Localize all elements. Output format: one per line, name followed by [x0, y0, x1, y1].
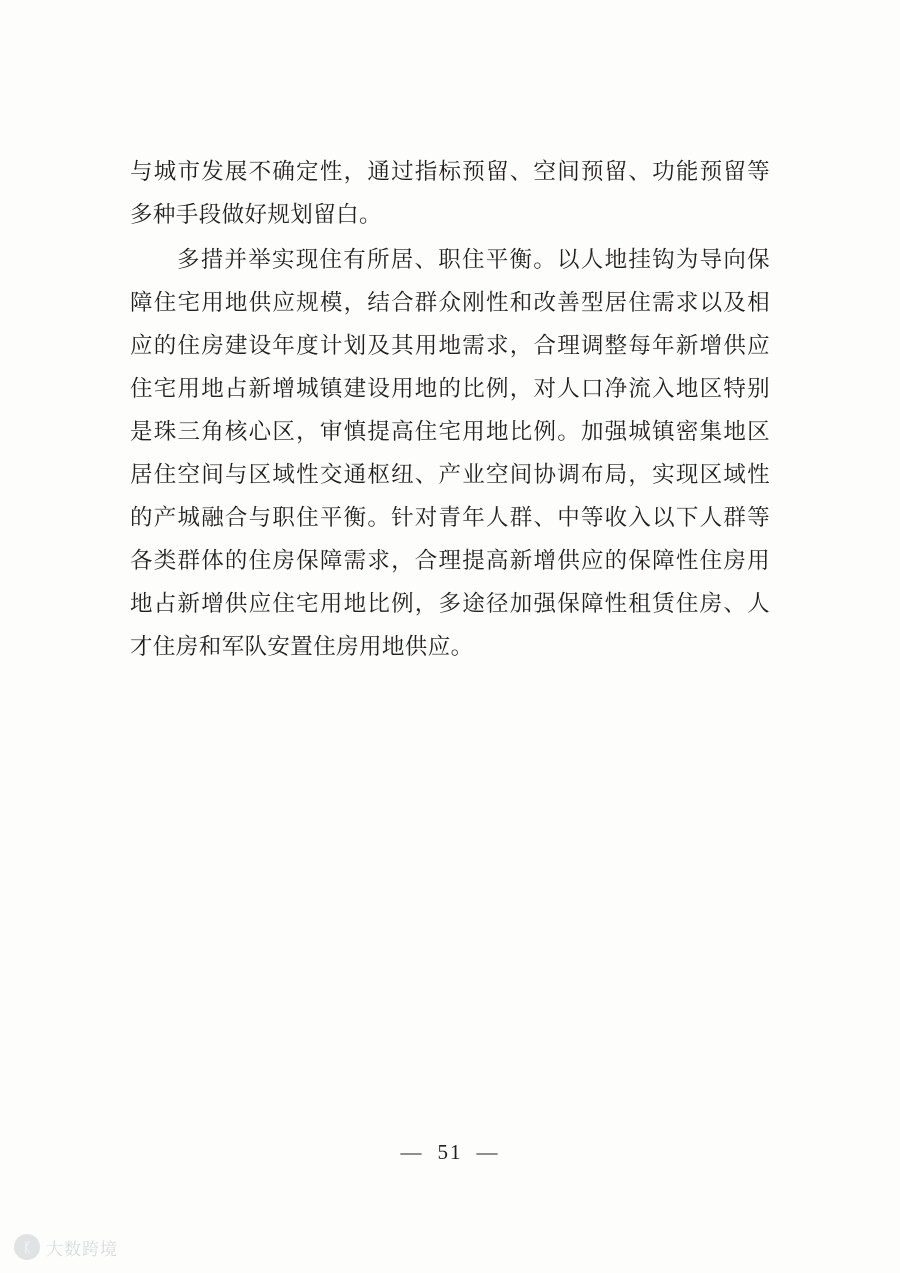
watermark	[14, 1234, 118, 1260]
paragraph-2: 多措并举实现住有所居、职住平衡。以人地挂钩为导向保障住宅用地供应规模，结合群众刚性和改善型居住需求以及相应的住房建设年度计划及其用地需求，合理调整每年新增供应住宅用地占新增城镇建设用地的比例，对人口净流入地区特别是珠三角核心区，审慎提高住宅用地比例。加强城镇密集地区居住空间与区域性交通枢纽、产业空间协调布局，实现区域性的产城融合与职住平衡。针对青年人群、中等收入以下人群等各类群体的住房保障需求，合理提高新增供应的保障性住房用地占新增供应住宅用地比例，多途径加强保障性租赁住房、人才住房和军队安置住房用地供应。	[130, 247, 770, 659]
page-number-dash-right: —	[476, 1140, 500, 1164]
page-number-value: 51	[437, 1140, 463, 1164]
watermark-logo-icon: ᛕ	[14, 1234, 40, 1260]
watermark-label: 大数跨境	[46, 1239, 118, 1259]
page-body	[130, 150, 770, 668]
page-number-dash-left: —	[400, 1140, 424, 1164]
paragraph-1: 与城市发展不确定性，通过指标预留、空间预留、功能预留等多种手段做好规划留白。	[130, 159, 770, 227]
page-number	[0, 1140, 900, 1165]
